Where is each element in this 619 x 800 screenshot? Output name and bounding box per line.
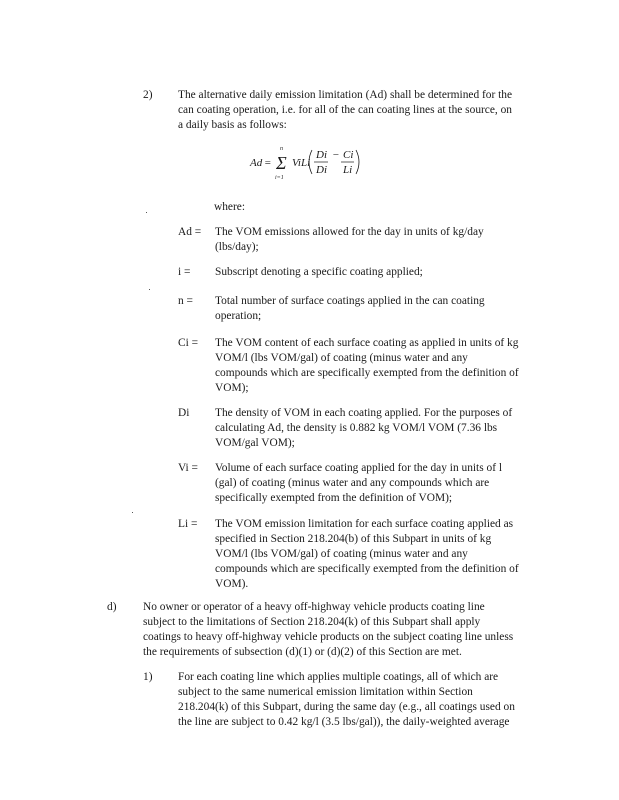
svg-text:−: − (332, 149, 340, 161)
def-di-symbol: Di (178, 407, 190, 419)
item-d1-text: For each coating line which applies multiple coatings, all of which are subject to the same numerical emission limitation within Section 218.204(k) of this Subpart, during the same day (e.g., all coatings used on the line are subject to 0.42 kg/l (3.5 lbs/gal)), the daily-weighted average (178, 671, 515, 728)
def-i-text: Subscript denoting a specific coating applied; (215, 266, 423, 278)
item-d-label: d) (107, 601, 117, 613)
def-di-text: The density of VOM in each coating applied. For the purposes of calculating Ad, the density is 0.882 kg VOM/l VOM (7.36 lbs VOM/gal VOM); (215, 407, 513, 449)
def-li-text: The VOM emission limitation for each surface coating applied as specified in Section 218.204(b) of this Subpart in units of kg VOM/l (lbs VOM/gal) of coating (minus water and any compounds which are specifically exempted from the definition of VOM). (215, 518, 519, 590)
where-label: where: (214, 201, 245, 213)
item-2-line-3: a daily basis as follows: (178, 119, 287, 131)
item-2-line-2: can coating operation, i.e. for all of the can coating lines at the source, on (178, 104, 512, 116)
item-2-label: 2) (143, 89, 153, 101)
item-d1-label: 1) (143, 671, 153, 683)
scan-speck (146, 212, 147, 213)
formula-sum-bottom: i=1 (275, 175, 284, 181)
formula-num-a: Di (316, 149, 327, 161)
def-ci-symbol: Ci = (178, 337, 199, 349)
item-2-line-1: The alternative daily emission limitation (Ad) shall be determined for the (178, 89, 513, 101)
formula-den-a: Di (316, 164, 327, 176)
def-n-symbol: n = (178, 295, 193, 307)
def-ad-text: The VOM emissions allowed for the day in units of kg/day (lbs/day); (215, 226, 484, 253)
formula-sum-top: n (280, 146, 283, 152)
def-ad-symbol: Ad = (178, 226, 202, 238)
emission-formula (248, 142, 368, 182)
def-vi-text: Volume of each surface coating applied for the day in units of l (gal) of coating (minus water and any compounds which are specifically exempted from the definition of VOM); (215, 462, 502, 504)
def-ci-text: The VOM content of each surface coating as applied in units of kg VOM/l (lbs VOM/gal) of coating (minus water and any compounds which are specifically exempted from the definition of VOM); (215, 337, 519, 394)
scan-speck (149, 289, 150, 290)
item-d-text: No owner or operator of a heavy off-highway vehicle products coating line subject to the limitations of Section 218.204(k) of this Subpart shall apply coatings to heavy off-highway vehicle products on the subject coating line unless the requirements of subsection (d)(1) or (d)(2) of this Section are met. (143, 601, 514, 658)
scan-speck (132, 512, 133, 513)
svg-text:=: = (264, 157, 272, 169)
formula-terms: ViLi (292, 157, 311, 169)
def-vi-symbol: Vi = (178, 462, 198, 474)
def-li-symbol: Li = (178, 518, 198, 530)
svg-text:Σ: Σ (276, 153, 287, 173)
def-n-text: Total number of surface coatings applied in the can coating operation; (215, 295, 485, 322)
def-i-symbol: i = (178, 266, 191, 278)
formula-den-b: Li (343, 164, 353, 176)
formula-num-b: Ci (343, 149, 354, 161)
formula-lhs: Ad (250, 157, 263, 169)
